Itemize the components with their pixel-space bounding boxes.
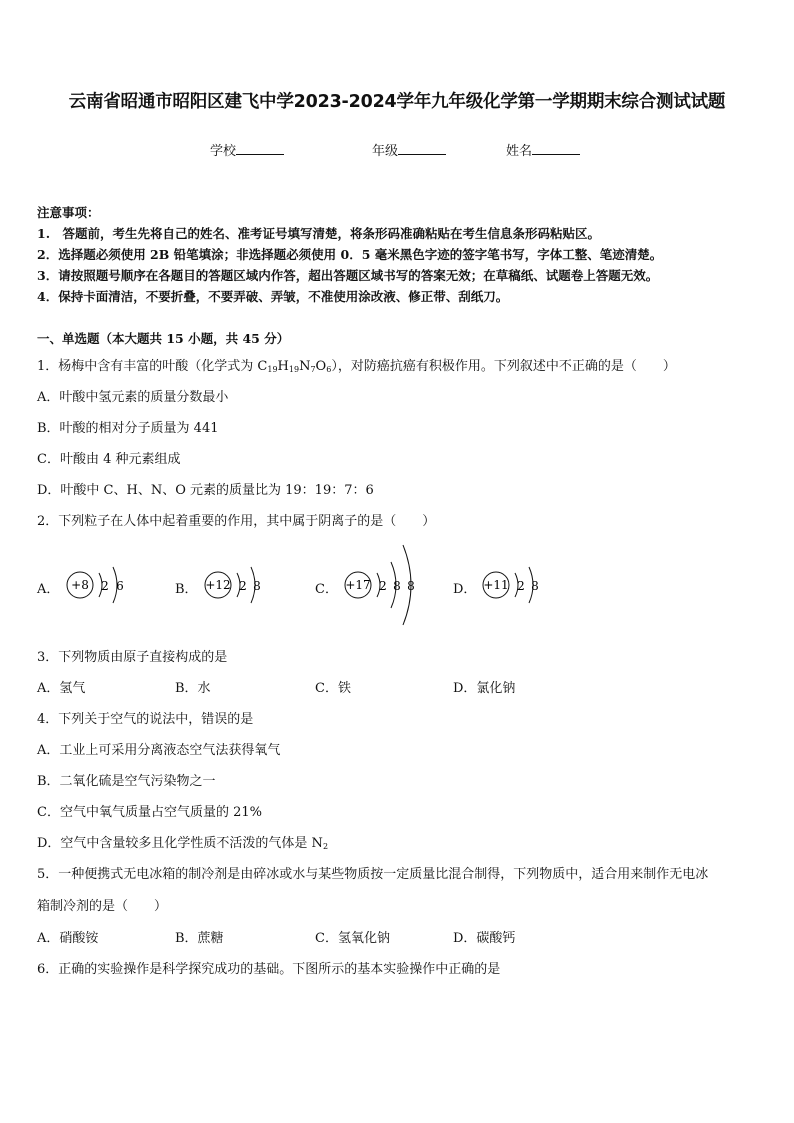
atom-structure-icon: [201, 540, 301, 630]
diagram-label: A．: [37, 582, 60, 597]
shell-electrons: 2: [101, 579, 109, 593]
question-6-stem: 6．正确的实验操作是科学探究成功的基础。下图所示的基本实验操作中正确的是: [37, 962, 501, 977]
nucleus-charge: +11: [483, 578, 509, 592]
notice-item: 3．请按照题号顺序在各题目的答题区域内作答，超出答题区域书写的答案无效；在草稿纸、试题卷上答题无效。: [37, 268, 659, 283]
shell-electrons: 2: [239, 579, 247, 593]
option-d[interactable]: D．空气中含量较多且化学性质不活泼的气体是 $N_2$: [37, 836, 329, 851]
option-d[interactable]: D．叶酸中 C、H、N、O 元素的质量比为 19：19：7：6: [37, 483, 374, 498]
option-b-diagram[interactable]: [175, 540, 295, 630]
diagram-label: D．: [453, 582, 477, 597]
notice-heading: 注意事项：: [37, 205, 100, 220]
name-label: 姓名: [506, 144, 533, 159]
option-a[interactable]: A．工业上可采用分离液态空气法获得氧气: [37, 743, 281, 758]
grade-label: 年级: [372, 144, 399, 159]
question-5-stem-cont: 箱制冷剂的是（ ）: [37, 899, 168, 914]
nucleus-charge: +8: [71, 578, 89, 592]
option-c[interactable]: C．空气中氧气质量占空气质量的 21%: [37, 805, 262, 820]
shell-electrons: 8: [393, 579, 401, 593]
nucleus-charge: +17: [345, 578, 371, 592]
name-field: [506, 140, 580, 159]
shell-electrons: 8: [407, 579, 415, 593]
option-d[interactable]: D．碳酸钙: [453, 931, 516, 946]
atom-structure-icon: [59, 540, 159, 630]
exam-title: 云南省昭通市昭阳区建飞中学2023-2024学年九年级化学第一学期期末综合测试试题: [68, 92, 726, 112]
notice-item: 2．选择题必须使用 2B 铅笔填涂；非选择题必须使用 0．5 毫米黑色字迹的签字笔书写，字体工整、笔迹清楚。: [37, 247, 663, 262]
option-c[interactable]: C．铁: [315, 681, 351, 696]
atom-structure-icon: [341, 540, 451, 630]
option-d[interactable]: D．氯化钠: [453, 681, 516, 696]
name-blank: [532, 141, 580, 155]
option-c[interactable]: C．叶酸由 4 种元素组成: [37, 452, 181, 467]
option-c[interactable]: C．氢氧化钠: [315, 931, 390, 946]
diagram-label: C．: [315, 582, 338, 597]
option-c-diagram[interactable]: [315, 540, 445, 630]
question-5-stem: 5．一种便携式无电冰箱的制冷剂是由碎冰或水与某些物质按一定质量比混合制得，下列物质中，适合用来制作无电冰: [37, 867, 709, 882]
option-d-diagram[interactable]: [453, 540, 573, 630]
diagram-label: B．: [175, 582, 198, 597]
option-a[interactable]: A．叶酸中氢元素的质量分数最小: [37, 390, 229, 405]
shell-electrons: 6: [116, 579, 124, 593]
shell-electrons: 2: [517, 579, 525, 593]
question-2-stem: 2．下列粒子在人体中起着重要的作用，其中属于阴离子的是（ ）: [37, 514, 436, 529]
notice-item: 4．保持卡面清洁，不要折叠，不要弄破、弄皱，不准使用涂改液、修正带、刮纸刀。: [37, 289, 509, 304]
notice-item: 1. 答题前，考生先将自己的姓名、准考证号填写清楚，将条形码准确粘贴在考生信息条形码粘贴区。: [37, 226, 601, 241]
question-3-stem: 3．下列物质由原子直接构成的是: [37, 650, 228, 665]
grade-blank: [398, 141, 446, 155]
option-a[interactable]: A．硝酸铵: [37, 931, 99, 946]
shell-electrons: 8: [253, 579, 261, 593]
shell-electrons: 8: [531, 579, 539, 593]
grade-field: [372, 140, 446, 159]
option-a-diagram[interactable]: [37, 540, 147, 630]
option-b[interactable]: B．水: [175, 681, 211, 696]
option-b[interactable]: B．二氧化硫是空气污染物之一: [37, 774, 216, 789]
option-b[interactable]: B．蔗糖: [175, 931, 224, 946]
school-field: [210, 140, 284, 159]
section-heading: 一、单选题（本大题共 15 小题，共 45 分）: [37, 331, 290, 346]
school-blank: [236, 141, 284, 155]
question-1-stem: 1．杨梅中含有丰富的叶酸（化学式为 $C_{19}H_{19}N_7O_6$），对防癌抗癌有积极作用。下列叙述中不正确的是（ ）: [37, 359, 676, 374]
nucleus-charge: +12: [205, 578, 231, 592]
atom-structure-icon: [479, 540, 579, 630]
shell-electrons: 2: [379, 579, 387, 593]
question-4-stem: 4．下列关于空气的说法中，错误的是: [37, 712, 254, 727]
option-a[interactable]: A．氢气: [37, 681, 86, 696]
school-label: 学校: [210, 144, 237, 159]
option-b[interactable]: B．叶酸的相对分子质量为 441: [37, 421, 219, 436]
